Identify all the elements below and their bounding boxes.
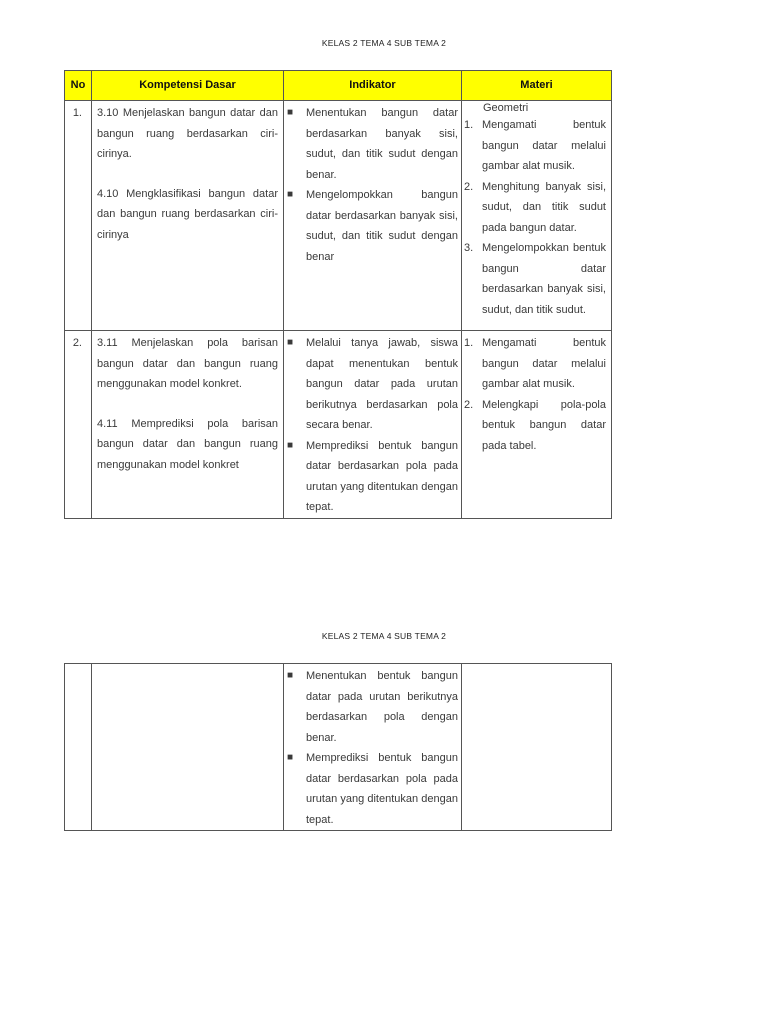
kompetensi-dasar-cell: [92, 101, 284, 331]
materi-cell: [462, 664, 612, 831]
kompetensi-table-continued: [64, 663, 612, 831]
bullet-square-icon: ■: [287, 189, 294, 200]
bullet-square-icon: ■: [287, 670, 294, 681]
kompetensi-dasar-cell: [92, 664, 284, 831]
bullet-square-icon: ■: [287, 337, 294, 348]
page-header: KELAS 2 TEMA 4 SUB TEMA 2: [321, 631, 447, 641]
indikator-item: ■ Melalui tanya jawab, siswa dapat menentukan bentuk bangun datar pada urutan berikutnya berdasarkan pola secara benar.: [287, 333, 458, 436]
kd-item: 4.11 Memprediksi pola barisan bangun datar dan bangun ruang menggunakan model konkret: [97, 417, 278, 471]
materi-item: 3. Mengelompokkan bentuk bangun datar berdasarkan banyak sisi, sudut, dan titik sudut.: [464, 242, 606, 316]
table-row: [65, 331, 612, 519]
indikator-item: ■ Memprediksi bentuk bangun datar berdasarkan pola pada urutan yang ditentukan dengan tepat.: [287, 748, 458, 830]
indikator-cell: [284, 664, 462, 831]
header-indikator: Indikator: [284, 71, 462, 101]
indikator-item: ■ Menentukan bentuk bangun datar pada urutan berikutnya berdasarkan pola dengan benar.: [287, 666, 458, 748]
kd-item: 3.11 Menjelaskan pola barisan bangun datar dan bangun ruang menggunakan model konkret.: [97, 337, 278, 390]
materi-item: 2. Melengkapi pola-pola bentuk bangun datar pada tabel.: [464, 398, 606, 452]
bullet-square-icon: ■: [287, 107, 294, 118]
indikator-cell: [284, 331, 462, 519]
materi-cell: [462, 331, 612, 519]
materi-item: 1. Mengamati bentuk bangun datar melalui gambar alat musik.: [464, 337, 606, 390]
kd-item: 3.10 Menjelaskan bangun datar dan bangun ruang berdasarkan ciri-cirinya.: [97, 107, 278, 160]
header-kompetensi-dasar: Kompetensi Dasar: [92, 71, 284, 101]
row-number: 2.: [65, 331, 92, 519]
table-header-row: [65, 71, 612, 101]
header-materi: Materi: [462, 71, 612, 101]
kompetensi-dasar-cell: [92, 331, 284, 519]
bullet-square-icon: ■: [287, 439, 294, 451]
materi-title: Geometri: [483, 102, 529, 114]
kompetensi-table: [64, 70, 612, 519]
table-row: [65, 664, 612, 831]
indikator-item: ■ Menentukan bangun datar berdasarkan banyak sisi, sudut, dan titik sudut dengan benar.: [287, 103, 458, 185]
page-header: KELAS 2 TEMA 4 SUB TEMA 2: [321, 38, 447, 48]
indikator-item: ■ Memprediksi bentuk bangun datar berdasarkan pola pada urutan yang ditentukan dengan tepat.: [287, 436, 458, 518]
row-number: 1.: [65, 101, 92, 331]
kd-item: 4.10 Mengklasifikasi bangun datar dan bangun ruang berdasarkan ciri-cirinya: [97, 187, 278, 241]
indikator-item: ■ Mengelompokkan bangun datar berdasarkan banyak sisi, sudut, dan titik sudut dengan benar: [287, 185, 458, 267]
bullet-square-icon: ■: [287, 752, 294, 763]
header-no: No: [65, 71, 92, 101]
materi-item: 2. Menghitung banyak sisi, sudut, dan titik sudut pada bangun datar.: [464, 180, 606, 234]
table-row: [65, 101, 612, 331]
materi-item: 1. Mengamati bentuk bangun datar melalui gambar alat musik.: [464, 119, 606, 172]
row-number: [65, 664, 92, 831]
indikator-cell: [284, 101, 462, 331]
materi-cell: [462, 101, 612, 331]
